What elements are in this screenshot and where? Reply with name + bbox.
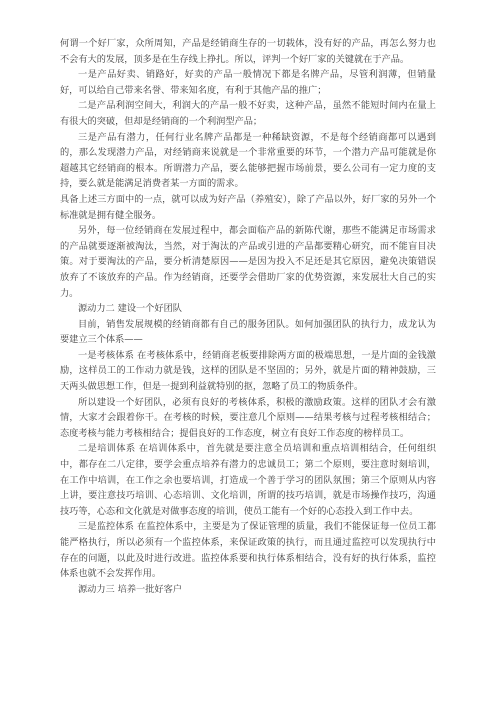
paragraph: 具备上述三方面中的一点，就可以成为好产品（养殖安），除了产品以外，好厂家的另外一个标准就是拥有健全服务。 — [60, 193, 436, 221]
section-heading: 源动力二 建设一个好团队 — [78, 303, 182, 315]
paragraph: 另外，每一位经销商在发展过程中，都会面临产品的新陈代谢，那些不能满足市场需求的产品就要逐渐被淘汰，当然，对于淘汰的产品或引进的产品都要精心研究，而不能盲目决策。对于要淘汰的产品，要分析清楚原因——是因为投入不足还是其它原因，避免决策错误放弃了不该放弃的产品。作为经销商，还要学会借助厂家的优势资源，来发展壮大自己的实力。 — [60, 225, 436, 299]
paragraph: 目前，销售发展规模的经销商都有自己的服务团队。如何加强团队的执行力，成龙认为要建立三个体系—— — [60, 318, 436, 346]
paragraph: 二是培训体系 在培训体系中，首先就是要注意全员培训和重点培训相结合，任何组织中，都存在二八定律，要学会重点培养有潜力的忠诚员工；第二个原则，要注意时刻培训，在工作中培训，在工作之余也要培训，打造成一个善于学习的团队氛围；第三个原则从内容上讲，要注意技巧培训、心态培训、文化培训，所谓的技巧培训，就是市场操作技巧，沟通技巧等，心态和文化就是对做事态度的培训，使员工能有一个好的心态投入到工作中去。 — [60, 443, 436, 517]
paragraph: 所以建设一个好团队，必须有良好的考核体系，积极的激励政策。这样的团队才会有激情，大家才会跟着你干。在考核的时候，要注意几个原则——结果考核与过程考核相结合；态度考核与能力考核相结合；提倡良好的工作态度，树立有良好工作态度的榜样员工。 — [60, 396, 436, 439]
paragraph: 三是产品有潜力，任何行业名牌产品都是一种稀缺资源，不是每个经销商都可以遇到的，那么发现潜力产品，对经销商来说就是一个非常重要的环节，一个潜力产品可能就是你超越其它经销商的根本。所谓潜力产品，要么能够把握市场前景，要么公司有一定力度的支持，要么就是能满足消费者某一方面的需求。 — [60, 131, 436, 190]
paragraph: 何谓一个好厂家，众所周知，产品是经销商生存的一切载体，没有好的产品，再怎么努力也不会有大的发展，顶多是在生存线上挣扎。所以，评判一个好厂家的关键就在于产品。 — [60, 38, 436, 65]
paragraph: 一是考核体系 在考核体系中，经销商老板要排除两方面的极端思想，一是片面的金钱激励，这样员工的工作动力就是钱，这样的团队是不坚固的；另外，就是片面的精神鼓励，三天两头做思想工作，但是一提到利益就特别的抠，忽略了员工的物质条件。 — [60, 349, 436, 393]
paragraph: 二是产品利润空间大，利润大的产品一般不好卖，这种产品，虽然不能短时间内在量上有很大的突破，但却是经销商的一个利润型产品； — [60, 100, 436, 127]
section-heading: 源动力三 培养一批好客户 — [78, 583, 182, 595]
paragraph: 三是监控体系 在监控体系中，主要是为了保证管理的质量，我们不能保证每一位员工都能严格执行，所以必须有一个监控体系，来保证政策的执行，而且通过监控可以发现执行中存在的问题，以此及时进行改进。监控体系要和执行体系相结合，没有好的执行体系，监控体系也就不会发挥作用。 — [60, 521, 436, 580]
paragraph: 一是产品好卖、销路好，好卖的产品一般情况下都是名牌产品，尽管利润薄，但销量好，可以给自己带来名誉、带来知名度，有利于其他产品的推广； — [60, 69, 436, 96]
